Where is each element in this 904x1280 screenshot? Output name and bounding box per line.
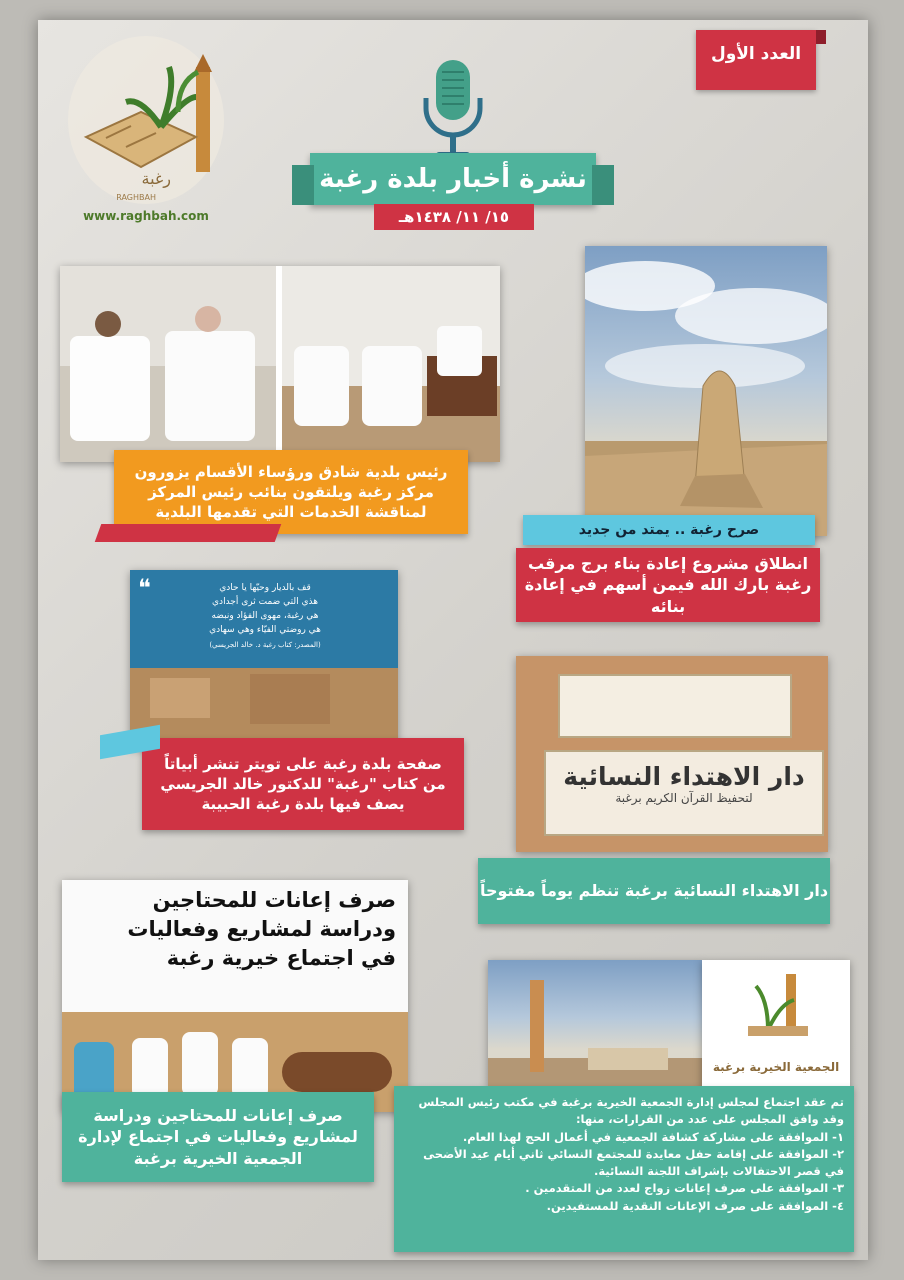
charity-logo-text: الجمعية الخيرية برغبة: [712, 1060, 840, 1074]
twitter-caption: صفحة بلدة رغبة على تويتر تنشر أبياتاً من كتاب "رغبة" للدكتور خالد الجريسي يصف فيها بلدة رغبة الحبيبة: [142, 738, 464, 830]
poem-source: (المصدر: كتاب رغبة د. خالد الجريسي): [209, 640, 321, 649]
charity-headline: صرف إعانات للمحتاجين ودراسة لمشاريع وفعاليات في اجتماع خيرية رغبة: [127, 888, 396, 970]
poem-line: هي روضتي الفيّاء وهي سهادي: [209, 624, 321, 635]
logo-emblem-icon: [66, 32, 226, 207]
poem-line: قف بالديار وحيّها يا حادي: [219, 583, 311, 593]
newsletter-title: نشرة أخبار بلدة رغبة: [310, 153, 596, 205]
tower-tag: صرح رغبة .. يمتد من جديد: [523, 515, 815, 545]
charity-emblem-icon: [702, 960, 850, 1056]
poem-line: هذي التي ضمت ثرى أجدادي: [212, 596, 318, 607]
issue-badge: [696, 30, 816, 90]
dar-sign-subtitle: لتحفيظ القرآن الكريم برغبة: [615, 791, 753, 805]
poem-quote-icon: ❝: [138, 574, 151, 602]
tower-caption: انطلاق مشروع إعادة بناء برج مرقب رغبة بارك الله فيمن أسهم في إعادة بنائه: [516, 548, 820, 622]
poem-image[interactable]: [130, 570, 398, 748]
visit-caption: رئيس بلدية شادق ورؤساء الأقسام يزورون مركز رغبة ويلتقون بنائب رئيس المركز لمناقشة الخدمات التي تقدمها البلدية: [114, 450, 468, 534]
meeting-item: ٢- الموافقة على إقامة حفل معايدة للمجتمع النسائي ثاني أيام عيد الأضحى في قصر الاحتفالات بإشراف اللجنة النسائية.: [423, 1146, 844, 1178]
meeting-item: ١- الموافقة على مشاركة كشافة الجمعية في أعمال الحج لهذا العام.: [462, 1129, 844, 1144]
issue-label: العدد الأول: [710, 44, 802, 64]
tower-photo[interactable]: [585, 246, 827, 536]
meeting-intro: تم عقد اجتماع لمجلس إدارة الجمعية الخيرية برغبة في مكتب رئيس المجلس وقد وافق المجلس على عدد من القرارات، منها:: [418, 1095, 844, 1127]
charity-logo[interactable]: [702, 960, 850, 1088]
charity-caption: صرف إعانات للمحتاجين ودراسة لمشاريع وفعاليات في اجتماع لإدارة الجمعية الخيرية برغبة: [62, 1092, 374, 1182]
meeting-item: ٤- الموافقة على صرف الإعانات النقدية للمستفيدين.: [546, 1198, 844, 1213]
dar-sign-photo[interactable]: [516, 656, 828, 852]
newsletter-page: [38, 20, 868, 1260]
microphone-icon: [418, 58, 488, 168]
meeting-item: ٣- الموافقة على صرف إعانات زواج لعدد من المتقدمين .: [525, 1181, 844, 1196]
poem-line: هي رغبة، مهوى الفؤاد ونبضه: [211, 610, 319, 621]
municipality-visit-photo[interactable]: [60, 266, 500, 462]
svg-text:RAGHBAH: RAGHBAH: [116, 193, 156, 202]
charity-article-clip[interactable]: [62, 880, 408, 1112]
dar-sign-title: دار الاهتداء النسائية: [563, 762, 805, 791]
meeting-details: [394, 1086, 854, 1252]
logo-website[interactable]: www.raghbah.com: [83, 209, 209, 223]
issue-date: ١٥/ ١١/ ١٤٣٨هـ: [374, 204, 534, 230]
svg-text:رغبة: رغبة: [141, 169, 171, 188]
charity-meeting-photo[interactable]: [488, 960, 702, 1088]
dar-caption: دار الاهتداء النسائية برغبة تنظم يوماً مفتوحاً: [478, 858, 830, 924]
raghbah-logo[interactable]: [66, 32, 226, 232]
